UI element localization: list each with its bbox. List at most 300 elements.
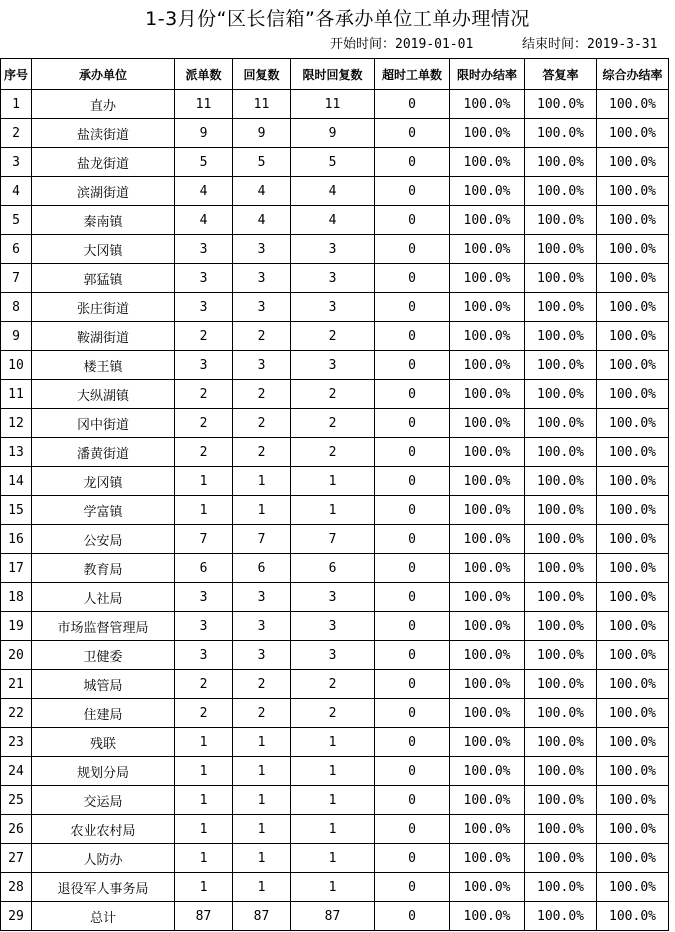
cell-timely-completion-rate: 100.0%	[450, 699, 525, 728]
table-row	[1, 119, 669, 148]
cell-reply-rate: 100.0%	[525, 351, 597, 380]
header-replied: 回复数	[233, 59, 291, 90]
cell-dispatched: 87	[175, 902, 233, 931]
cell-timely-replied: 3	[291, 583, 375, 612]
cell-index: 26	[1, 815, 32, 844]
cell-index: 23	[1, 728, 32, 757]
cell-reply-rate: 100.0%	[525, 873, 597, 902]
table-row	[1, 438, 669, 467]
table-row	[1, 235, 669, 264]
cell-reply-rate: 100.0%	[525, 467, 597, 496]
cell-overall-completion-rate: 100.0%	[597, 206, 669, 235]
cell-overall-completion-rate: 100.0%	[597, 409, 669, 438]
cell-overall-completion-rate: 100.0%	[597, 612, 669, 641]
cell-index: 15	[1, 496, 32, 525]
cell-overall-completion-rate: 100.0%	[597, 351, 669, 380]
cell-overall-completion-rate: 100.0%	[597, 438, 669, 467]
cell-overdue: 0	[375, 90, 450, 119]
cell-replied: 11	[233, 90, 291, 119]
cell-timely-completion-rate: 100.0%	[450, 467, 525, 496]
cell-replied: 2	[233, 380, 291, 409]
cell-unit: 交运局	[32, 786, 175, 815]
table-row	[1, 757, 669, 786]
cell-overall-completion-rate: 100.0%	[597, 554, 669, 583]
cell-index: 17	[1, 554, 32, 583]
cell-index: 18	[1, 583, 32, 612]
cell-timely-completion-rate: 100.0%	[450, 148, 525, 177]
cell-timely-completion-rate: 100.0%	[450, 757, 525, 786]
cell-timely-replied: 1	[291, 786, 375, 815]
cell-dispatched: 4	[175, 177, 233, 206]
cell-index: 20	[1, 641, 32, 670]
cell-timely-completion-rate: 100.0%	[450, 380, 525, 409]
cell-index: 7	[1, 264, 32, 293]
cell-timely-replied: 7	[291, 525, 375, 554]
start-date	[330, 36, 473, 54]
cell-index: 8	[1, 293, 32, 322]
cell-reply-rate: 100.0%	[525, 119, 597, 148]
cell-reply-rate: 100.0%	[525, 902, 597, 931]
cell-replied: 87	[233, 902, 291, 931]
cell-overdue: 0	[375, 409, 450, 438]
page-title: 1-3月份“区长信箱”各承办单位工单办理情况	[145, 8, 530, 30]
table-row	[1, 612, 669, 641]
cell-timely-replied: 2	[291, 409, 375, 438]
header-index: 序号	[1, 59, 32, 90]
cell-replied: 3	[233, 293, 291, 322]
cell-dispatched: 2	[175, 438, 233, 467]
cell-index: 9	[1, 322, 32, 351]
cell-timely-replied: 11	[291, 90, 375, 119]
cell-overall-completion-rate: 100.0%	[597, 496, 669, 525]
cell-timely-replied: 1	[291, 844, 375, 873]
cell-reply-rate: 100.0%	[525, 583, 597, 612]
cell-dispatched: 4	[175, 206, 233, 235]
table-row	[1, 844, 669, 873]
table-row	[1, 90, 669, 119]
cell-unit: 教育局	[32, 554, 175, 583]
cell-reply-rate: 100.0%	[525, 293, 597, 322]
cell-replied: 1	[233, 815, 291, 844]
cell-index: 10	[1, 351, 32, 380]
cell-index: 6	[1, 235, 32, 264]
cell-overall-completion-rate: 100.0%	[597, 90, 669, 119]
cell-dispatched: 2	[175, 380, 233, 409]
start-date-value: 2019-01-01	[395, 37, 474, 52]
cell-timely-completion-rate: 100.0%	[450, 351, 525, 380]
cell-replied: 1	[233, 786, 291, 815]
cell-dispatched: 3	[175, 612, 233, 641]
table-row	[1, 322, 669, 351]
cell-timely-replied: 1	[291, 467, 375, 496]
cell-dispatched: 1	[175, 496, 233, 525]
cell-index: 22	[1, 699, 32, 728]
cell-index: 14	[1, 467, 32, 496]
cell-reply-rate: 100.0%	[525, 409, 597, 438]
table-row	[1, 496, 669, 525]
cell-overdue: 0	[375, 815, 450, 844]
table-body	[1, 90, 669, 931]
cell-overall-completion-rate: 100.0%	[597, 844, 669, 873]
cell-replied: 5	[233, 148, 291, 177]
cell-timely-replied: 2	[291, 322, 375, 351]
table-row	[1, 902, 669, 931]
table-row	[1, 641, 669, 670]
cell-index: 2	[1, 119, 32, 148]
cell-timely-completion-rate: 100.0%	[450, 844, 525, 873]
cell-timely-replied: 2	[291, 699, 375, 728]
cell-index: 19	[1, 612, 32, 641]
cell-replied: 3	[233, 641, 291, 670]
cell-unit: 大冈镇	[32, 235, 175, 264]
cell-timely-completion-rate: 100.0%	[450, 438, 525, 467]
header-timely-replied: 限时回复数	[291, 59, 375, 90]
cell-overdue: 0	[375, 380, 450, 409]
cell-overdue: 0	[375, 351, 450, 380]
cell-overdue: 0	[375, 438, 450, 467]
cell-index: 28	[1, 873, 32, 902]
cell-replied: 2	[233, 699, 291, 728]
cell-reply-rate: 100.0%	[525, 699, 597, 728]
cell-dispatched: 3	[175, 641, 233, 670]
cell-overall-completion-rate: 100.0%	[597, 728, 669, 757]
table-row	[1, 815, 669, 844]
cell-timely-replied: 2	[291, 438, 375, 467]
cell-timely-completion-rate: 100.0%	[450, 554, 525, 583]
cell-unit: 总计	[32, 902, 175, 931]
cell-replied: 3	[233, 351, 291, 380]
cell-index: 27	[1, 844, 32, 873]
cell-dispatched: 1	[175, 467, 233, 496]
cell-unit: 张庄街道	[32, 293, 175, 322]
header-timely-completion-rate: 限时办结率	[450, 59, 525, 90]
cell-reply-rate: 100.0%	[525, 844, 597, 873]
cell-replied: 2	[233, 438, 291, 467]
cell-unit: 规划分局	[32, 757, 175, 786]
cell-overall-completion-rate: 100.0%	[597, 293, 669, 322]
cell-overall-completion-rate: 100.0%	[597, 322, 669, 351]
cell-replied: 3	[233, 583, 291, 612]
cell-dispatched: 1	[175, 786, 233, 815]
table-row	[1, 177, 669, 206]
end-date	[522, 36, 657, 54]
cell-unit: 龙冈镇	[32, 467, 175, 496]
cell-timely-completion-rate: 100.0%	[450, 322, 525, 351]
cell-overall-completion-rate: 100.0%	[597, 699, 669, 728]
cell-dispatched: 3	[175, 351, 233, 380]
cell-timely-completion-rate: 100.0%	[450, 119, 525, 148]
cell-timely-completion-rate: 100.0%	[450, 641, 525, 670]
cell-timely-replied: 87	[291, 902, 375, 931]
cell-replied: 1	[233, 757, 291, 786]
cell-overdue: 0	[375, 119, 450, 148]
cell-dispatched: 7	[175, 525, 233, 554]
header-overdue: 超时工单数	[375, 59, 450, 90]
cell-overall-completion-rate: 100.0%	[597, 757, 669, 786]
cell-index: 11	[1, 380, 32, 409]
table-row	[1, 728, 669, 757]
cell-unit: 学富镇	[32, 496, 175, 525]
cell-timely-replied: 3	[291, 612, 375, 641]
table-row	[1, 583, 669, 612]
cell-reply-rate: 100.0%	[525, 322, 597, 351]
cell-replied: 6	[233, 554, 291, 583]
cell-overdue: 0	[375, 264, 450, 293]
cell-unit: 滨湖街道	[32, 177, 175, 206]
table-row	[1, 525, 669, 554]
cell-unit: 秦南镇	[32, 206, 175, 235]
cell-reply-rate: 100.0%	[525, 90, 597, 119]
cell-timely-completion-rate: 100.0%	[450, 728, 525, 757]
header-unit: 承办单位	[32, 59, 175, 90]
cell-unit: 人社局	[32, 583, 175, 612]
cell-reply-rate: 100.0%	[525, 728, 597, 757]
cell-timely-completion-rate: 100.0%	[450, 525, 525, 554]
cell-unit: 退役军人事务局	[32, 873, 175, 902]
cell-unit: 市场监督管理局	[32, 612, 175, 641]
cell-dispatched: 11	[175, 90, 233, 119]
table-row	[1, 293, 669, 322]
cell-dispatched: 3	[175, 264, 233, 293]
cell-dispatched: 1	[175, 873, 233, 902]
cell-reply-rate: 100.0%	[525, 235, 597, 264]
cell-dispatched: 3	[175, 583, 233, 612]
table-row	[1, 699, 669, 728]
cell-unit: 公安局	[32, 525, 175, 554]
cell-overdue: 0	[375, 496, 450, 525]
cell-dispatched: 1	[175, 815, 233, 844]
cell-overdue: 0	[375, 235, 450, 264]
cell-dispatched: 6	[175, 554, 233, 583]
cell-unit: 冈中街道	[32, 409, 175, 438]
cell-index: 24	[1, 757, 32, 786]
cell-overall-completion-rate: 100.0%	[597, 235, 669, 264]
cell-replied: 3	[233, 264, 291, 293]
cell-reply-rate: 100.0%	[525, 786, 597, 815]
cell-unit: 人防办	[32, 844, 175, 873]
cell-dispatched: 1	[175, 844, 233, 873]
cell-dispatched: 5	[175, 148, 233, 177]
cell-timely-completion-rate: 100.0%	[450, 670, 525, 699]
table-row	[1, 264, 669, 293]
table-row	[1, 554, 669, 583]
cell-replied: 4	[233, 177, 291, 206]
cell-timely-completion-rate: 100.0%	[450, 786, 525, 815]
cell-timely-replied: 6	[291, 554, 375, 583]
cell-overdue: 0	[375, 177, 450, 206]
cell-dispatched: 9	[175, 119, 233, 148]
table-row	[1, 148, 669, 177]
cell-unit: 住建局	[32, 699, 175, 728]
cell-timely-replied: 2	[291, 670, 375, 699]
cell-timely-replied: 1	[291, 496, 375, 525]
work-order-table	[0, 58, 669, 931]
cell-index: 5	[1, 206, 32, 235]
cell-timely-completion-rate: 100.0%	[450, 815, 525, 844]
cell-dispatched: 2	[175, 322, 233, 351]
cell-timely-completion-rate: 100.0%	[450, 90, 525, 119]
cell-unit: 直办	[32, 90, 175, 119]
table-header-row	[1, 59, 669, 90]
cell-timely-completion-rate: 100.0%	[450, 583, 525, 612]
cell-overall-completion-rate: 100.0%	[597, 148, 669, 177]
cell-overall-completion-rate: 100.0%	[597, 380, 669, 409]
cell-index: 12	[1, 409, 32, 438]
cell-timely-completion-rate: 100.0%	[450, 235, 525, 264]
cell-overall-completion-rate: 100.0%	[597, 670, 669, 699]
table-row	[1, 351, 669, 380]
cell-overdue: 0	[375, 844, 450, 873]
cell-overdue: 0	[375, 322, 450, 351]
cell-index: 4	[1, 177, 32, 206]
table-row	[1, 409, 669, 438]
cell-timely-completion-rate: 100.0%	[450, 264, 525, 293]
cell-overdue: 0	[375, 525, 450, 554]
cell-unit: 农业农村局	[32, 815, 175, 844]
cell-replied: 1	[233, 873, 291, 902]
cell-timely-completion-rate: 100.0%	[450, 206, 525, 235]
end-date-value: 2019-3-31	[587, 37, 658, 52]
cell-dispatched: 2	[175, 670, 233, 699]
cell-overdue: 0	[375, 641, 450, 670]
cell-overdue: 0	[375, 902, 450, 931]
cell-overall-completion-rate: 100.0%	[597, 583, 669, 612]
cell-unit: 残联	[32, 728, 175, 757]
start-date-label: 开始时间：	[330, 37, 396, 52]
cell-reply-rate: 100.0%	[525, 148, 597, 177]
table-row	[1, 873, 669, 902]
cell-dispatched: 1	[175, 757, 233, 786]
cell-timely-replied: 1	[291, 728, 375, 757]
cell-overdue: 0	[375, 699, 450, 728]
cell-overall-completion-rate: 100.0%	[597, 264, 669, 293]
cell-overdue: 0	[375, 148, 450, 177]
cell-timely-replied: 4	[291, 177, 375, 206]
cell-reply-rate: 100.0%	[525, 206, 597, 235]
cell-dispatched: 1	[175, 728, 233, 757]
cell-unit: 盐渎街道	[32, 119, 175, 148]
cell-overdue: 0	[375, 583, 450, 612]
cell-replied: 3	[233, 612, 291, 641]
cell-overall-completion-rate: 100.0%	[597, 786, 669, 815]
cell-unit: 大纵湖镇	[32, 380, 175, 409]
cell-timely-replied: 4	[291, 206, 375, 235]
cell-index: 16	[1, 525, 32, 554]
cell-timely-completion-rate: 100.0%	[450, 177, 525, 206]
cell-timely-replied: 5	[291, 148, 375, 177]
table-row	[1, 786, 669, 815]
cell-reply-rate: 100.0%	[525, 612, 597, 641]
cell-timely-replied: 3	[291, 293, 375, 322]
cell-timely-completion-rate: 100.0%	[450, 409, 525, 438]
cell-index: 29	[1, 902, 32, 931]
cell-overall-completion-rate: 100.0%	[597, 902, 669, 931]
cell-reply-rate: 100.0%	[525, 438, 597, 467]
cell-overall-completion-rate: 100.0%	[597, 815, 669, 844]
cell-overdue: 0	[375, 670, 450, 699]
cell-overdue: 0	[375, 786, 450, 815]
cell-replied: 3	[233, 235, 291, 264]
cell-unit: 郭猛镇	[32, 264, 175, 293]
cell-dispatched: 3	[175, 293, 233, 322]
cell-timely-replied: 3	[291, 641, 375, 670]
cell-reply-rate: 100.0%	[525, 177, 597, 206]
cell-overdue: 0	[375, 873, 450, 902]
cell-timely-completion-rate: 100.0%	[450, 496, 525, 525]
cell-unit: 卫健委	[32, 641, 175, 670]
cell-overdue: 0	[375, 728, 450, 757]
cell-dispatched: 2	[175, 409, 233, 438]
cell-overall-completion-rate: 100.0%	[597, 873, 669, 902]
cell-replied: 1	[233, 467, 291, 496]
cell-reply-rate: 100.0%	[525, 264, 597, 293]
cell-replied: 1	[233, 728, 291, 757]
cell-overdue: 0	[375, 293, 450, 322]
cell-unit: 楼王镇	[32, 351, 175, 380]
cell-overdue: 0	[375, 467, 450, 496]
cell-replied: 1	[233, 496, 291, 525]
cell-timely-replied: 9	[291, 119, 375, 148]
cell-replied: 2	[233, 322, 291, 351]
cell-timely-replied: 2	[291, 380, 375, 409]
cell-timely-replied: 3	[291, 235, 375, 264]
cell-timely-completion-rate: 100.0%	[450, 902, 525, 931]
cell-replied: 2	[233, 409, 291, 438]
cell-reply-rate: 100.0%	[525, 554, 597, 583]
header-overall-completion-rate: 综合办结率	[597, 59, 669, 90]
cell-reply-rate: 100.0%	[525, 641, 597, 670]
cell-dispatched: 3	[175, 235, 233, 264]
cell-reply-rate: 100.0%	[525, 525, 597, 554]
cell-replied: 1	[233, 844, 291, 873]
cell-overdue: 0	[375, 554, 450, 583]
header-dispatched: 派单数	[175, 59, 233, 90]
cell-unit: 鞍湖街道	[32, 322, 175, 351]
cell-index: 13	[1, 438, 32, 467]
header-reply-rate: 答复率	[525, 59, 597, 90]
cell-reply-rate: 100.0%	[525, 380, 597, 409]
cell-index: 25	[1, 786, 32, 815]
cell-reply-rate: 100.0%	[525, 815, 597, 844]
cell-overall-completion-rate: 100.0%	[597, 177, 669, 206]
cell-timely-completion-rate: 100.0%	[450, 612, 525, 641]
cell-replied: 7	[233, 525, 291, 554]
cell-index: 21	[1, 670, 32, 699]
cell-reply-rate: 100.0%	[525, 670, 597, 699]
cell-overall-completion-rate: 100.0%	[597, 119, 669, 148]
cell-timely-replied: 1	[291, 757, 375, 786]
cell-timely-replied: 3	[291, 351, 375, 380]
cell-unit: 盐龙街道	[32, 148, 175, 177]
cell-replied: 9	[233, 119, 291, 148]
cell-timely-completion-rate: 100.0%	[450, 293, 525, 322]
cell-dispatched: 2	[175, 699, 233, 728]
table-row	[1, 380, 669, 409]
cell-reply-rate: 100.0%	[525, 757, 597, 786]
cell-overdue: 0	[375, 757, 450, 786]
cell-timely-replied: 3	[291, 264, 375, 293]
table-row	[1, 206, 669, 235]
cell-timely-completion-rate: 100.0%	[450, 873, 525, 902]
cell-replied: 2	[233, 670, 291, 699]
cell-replied: 4	[233, 206, 291, 235]
table-row	[1, 467, 669, 496]
cell-overall-completion-rate: 100.0%	[597, 467, 669, 496]
table-row	[1, 670, 669, 699]
cell-index: 1	[1, 90, 32, 119]
cell-unit: 城管局	[32, 670, 175, 699]
cell-index: 3	[1, 148, 32, 177]
